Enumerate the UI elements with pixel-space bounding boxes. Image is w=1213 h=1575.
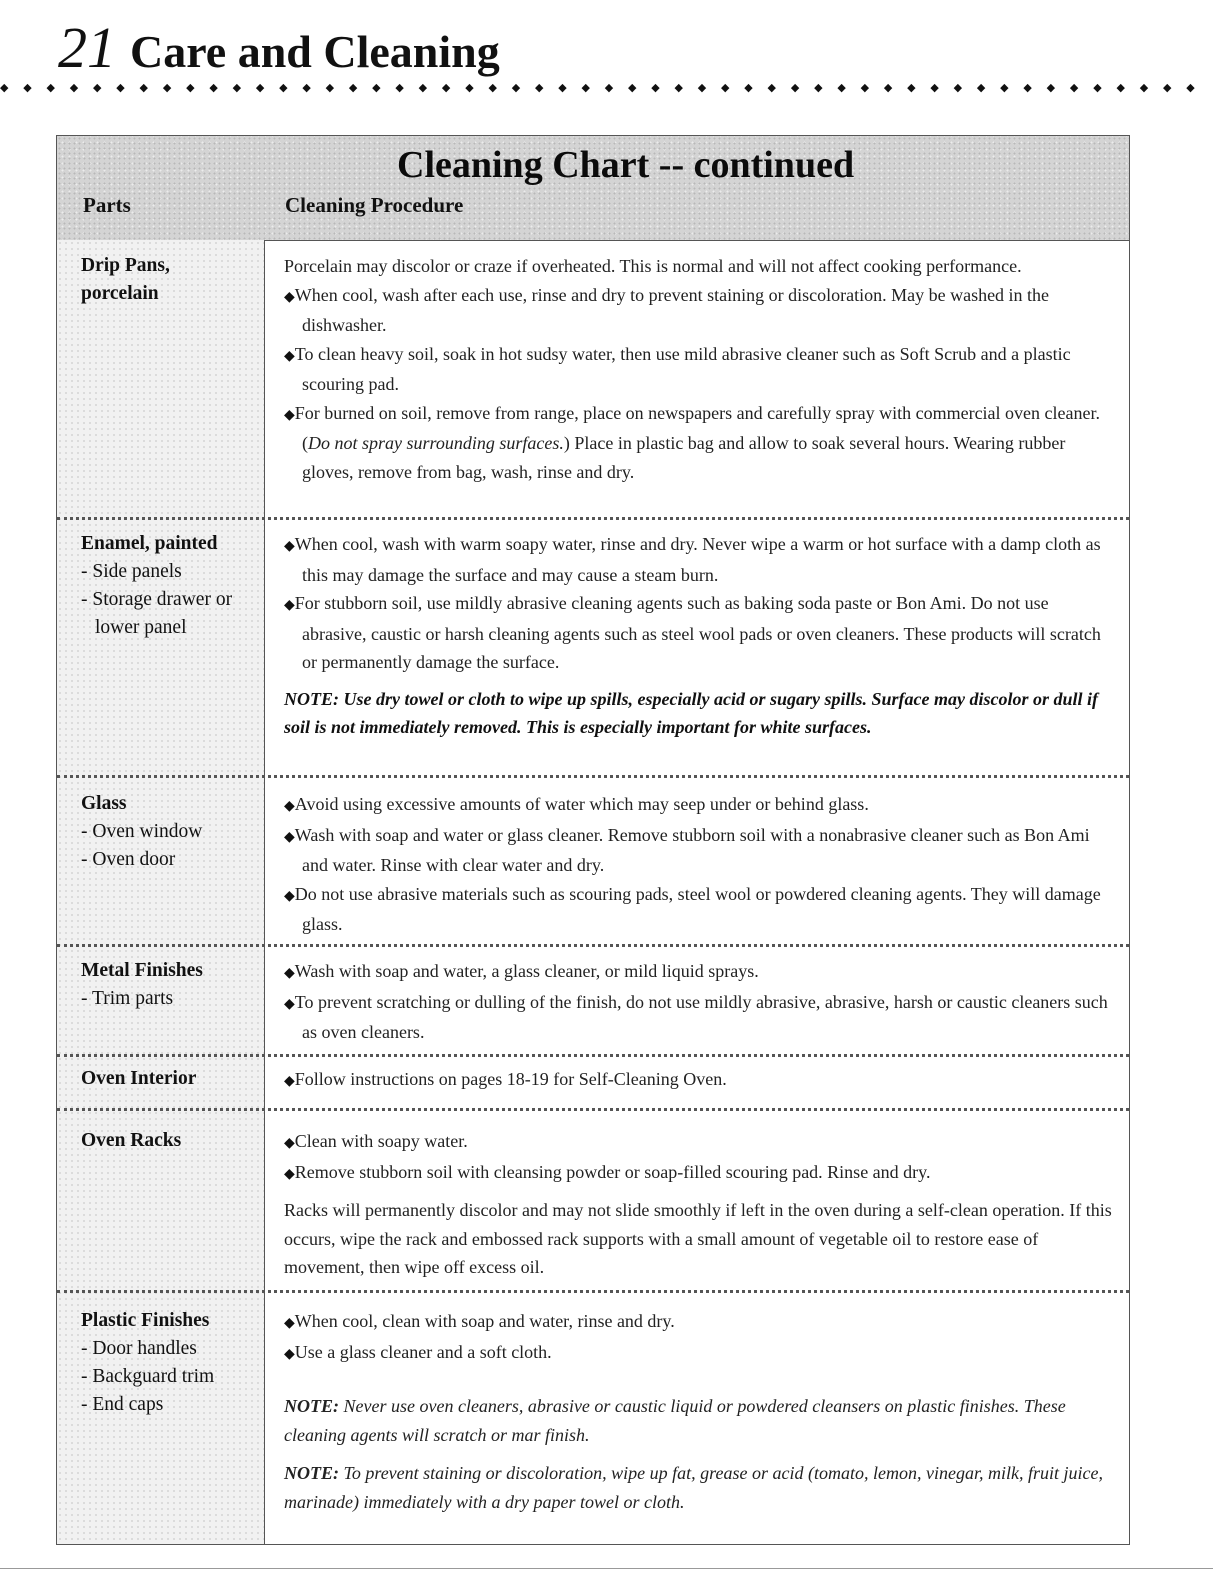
procedure-paragraph: Racks will permanently discolor and may not slide smoothly if left in the oven during a self-clean operation. If this occurs, wipe the rack and embossed rack supports with a small amount of vegetable oil to restore ease of movement, then wipe off excess oil.	[284, 1200, 1112, 1277]
procedure-intro: Porcelain may discolor or craze if overheated. This is normal and will not affect cooking performance.	[284, 256, 1022, 276]
procedure-bullet: ◆Wash with soap and water or glass cleaner. Remove stubborn soil with a nonabrasive cleaner such as Bon Ami and water. Rinse with clear water and dry.	[284, 824, 1090, 875]
part-label	[81, 957, 261, 1013]
procedure-text	[284, 957, 1114, 1047]
diamond-bullet-icon: ◆	[284, 406, 295, 423]
diamond-bullet-icon: ◆	[284, 828, 295, 845]
diamond-bullet-icon: ◆	[284, 1165, 295, 1182]
procedure-note: NOTE: Never use oven cleaners, abrasive or caustic liquid or powdered cleansers on plastic finishes. These cleaning agents will scratch or mar finish.	[284, 1396, 1066, 1445]
procedure-bullet: ◆Avoid using excessive amounts of water which may seep under or behind glass.	[284, 794, 869, 814]
chart-title: Cleaning Chart -- continued	[397, 144, 855, 186]
diamond-bullet-icon: ◆	[284, 887, 295, 904]
procedure-bullet: ◆To prevent scratching or dulling of the finish, do not use mildly abrasive, abrasive, harsh or caustic cleaners such as oven cleaners.	[284, 991, 1108, 1042]
procedure-bullet: ◆Use a glass cleaner and a soft cloth.	[284, 1341, 552, 1362]
diamond-bullet-icon: ◆	[284, 538, 295, 554]
part-label	[81, 252, 261, 308]
part-subitem: - Side panels	[81, 561, 182, 582]
procedure-text	[284, 1307, 1114, 1516]
part-label	[81, 1307, 261, 1419]
row-separator	[57, 1290, 1129, 1293]
part-title: Drip Pans,	[81, 255, 170, 276]
diamond-bullet-icon: ◆	[284, 597, 295, 613]
procedure-bullet: ◆When cool, wash after each use, rinse and dry to prevent staining or discoloration. May be washed in the dishwasher.	[284, 284, 1050, 335]
part-title: Glass	[81, 793, 127, 814]
part-subitem: - Storage drawer or	[81, 589, 233, 610]
procedure-bullet: ◆For burned on soil, remove from range, place on newspapers and carefully spray with commercial oven cleaner. (Do not spray surrounding surfaces.) Place in plastic bag and allow to soak several hours. Wearing rubber gloves, remove from bag, wash, rinse and dry.	[284, 402, 1100, 482]
part-label	[81, 530, 261, 642]
diamond-bullet-icon: ◆	[284, 288, 295, 305]
procedure-text	[284, 1127, 1114, 1282]
procedure-bullet: ◆When cool, wash with warm soapy water, rinse and dry. Never wipe a warm or hot surface with a damp cloth as this may damage the surface and may cause a steam burn.	[284, 534, 1101, 585]
part-subitem: - Door handles	[81, 1338, 197, 1359]
procedure-bullet: ◆Do not use abrasive materials such as scouring pads, steel wool or powdered cleaning agents. They will damage glass.	[284, 883, 1101, 934]
column-header-parts: Parts	[83, 193, 131, 217]
diamond-bullet-icon: ◆	[284, 1135, 295, 1151]
page-number: 21	[58, 15, 116, 80]
part-title: Metal Finishes	[81, 960, 203, 981]
diamond-bullet-icon: ◆	[284, 1073, 295, 1089]
diamond-bullet-icon: ◆	[284, 965, 295, 981]
part-label	[81, 790, 261, 874]
part-subitem: - Trim parts	[81, 988, 174, 1009]
procedure-note: NOTE: Use dry towel or cloth to wipe up spills, especially acid or sugary spills. Surface may discolor or dull if soil is not immediately removed. This is especially important for white surfaces.	[284, 688, 1098, 737]
part-title: porcelain	[81, 283, 159, 304]
part-title: Plastic Finishes	[81, 1310, 210, 1331]
diamond-bullet-icon: ◆	[284, 347, 295, 364]
procedure-bullet: ◆For stubborn soil, use mildly abrasive cleaning agents such as baking soda paste or Bon Ami. Do not use abrasive, caustic or harsh cleaning agents such as steel wool pads or oven cleaners. These products will scratch or permanently damage the surface.	[284, 593, 1101, 672]
row-separator	[57, 944, 1129, 947]
page-title: Care and Cleaning	[130, 26, 500, 77]
footer-rule	[0, 1568, 1213, 1569]
procedure-bullet: ◆When cool, clean with soap and water, rinse and dry.	[284, 1311, 675, 1331]
row-separator	[57, 1054, 1129, 1057]
chart-header	[57, 136, 1129, 241]
part-label	[81, 1065, 261, 1093]
procedure-bullet: ◆Wash with soap and water, a glass cleaner, or mild liquid sprays.	[284, 961, 759, 981]
procedure-bullet: ◆Remove stubborn soil with cleansing powder or soap-filled scouring pad. Rinse and dry.	[284, 1161, 931, 1182]
part-label	[81, 1127, 261, 1155]
procedure-bullet: ◆Follow instructions on pages 18-19 for Self-Cleaning Oven.	[284, 1069, 727, 1089]
diamond-bullet-icon: ◆	[284, 798, 295, 814]
procedure-text	[284, 790, 1114, 939]
diamond-rule-divider: ◆◆◆◆◆◆◆◆◆◆◆◆◆◆◆◆◆◆◆◆◆◆◆◆◆◆◆◆◆◆◆◆◆◆◆◆◆◆◆◆◆◆◆◆◆◆◆◆◆◆◆◆	[0, 81, 1210, 94]
page-header	[58, 14, 500, 81]
row-separator	[57, 517, 1129, 520]
procedure-text	[284, 530, 1114, 742]
part-subitem: - Backguard trim	[81, 1366, 215, 1387]
procedure-bullet: ◆Clean with soapy water.	[284, 1131, 468, 1151]
procedure-text	[284, 252, 1114, 486]
part-subitem: lower panel	[95, 617, 187, 638]
row-separator	[57, 1108, 1129, 1111]
part-subitem: - Oven window	[81, 821, 203, 842]
column-header-procedure: Cleaning Procedure	[285, 193, 464, 217]
part-title: Oven Interior	[81, 1068, 197, 1089]
row-separator	[57, 775, 1129, 778]
part-subitem: - End caps	[81, 1394, 164, 1415]
diamond-bullet-icon: ◆	[284, 1345, 295, 1362]
diamond-bullet-icon: ◆	[284, 1315, 295, 1331]
procedure-bullet: ◆To clean heavy soil, soak in hot sudsy water, then use mild abrasive cleaner such as Soft Scrub and a plastic scouring pad.	[284, 343, 1071, 394]
part-title: Enamel, painted	[81, 533, 218, 554]
procedure-text	[284, 1065, 1114, 1096]
part-subitem: - Oven door	[81, 849, 176, 870]
procedure-note: NOTE: To prevent staining or discoloration, wipe up fat, grease or acid (tomato, lemon, vinegar, milk, fruit juice, marinade) immediately with a dry paper towel or cloth.	[284, 1463, 1103, 1512]
cleaning-chart-table	[56, 135, 1130, 1545]
part-title: Oven Racks	[81, 1130, 182, 1151]
diamond-bullet-icon: ◆	[284, 995, 295, 1012]
